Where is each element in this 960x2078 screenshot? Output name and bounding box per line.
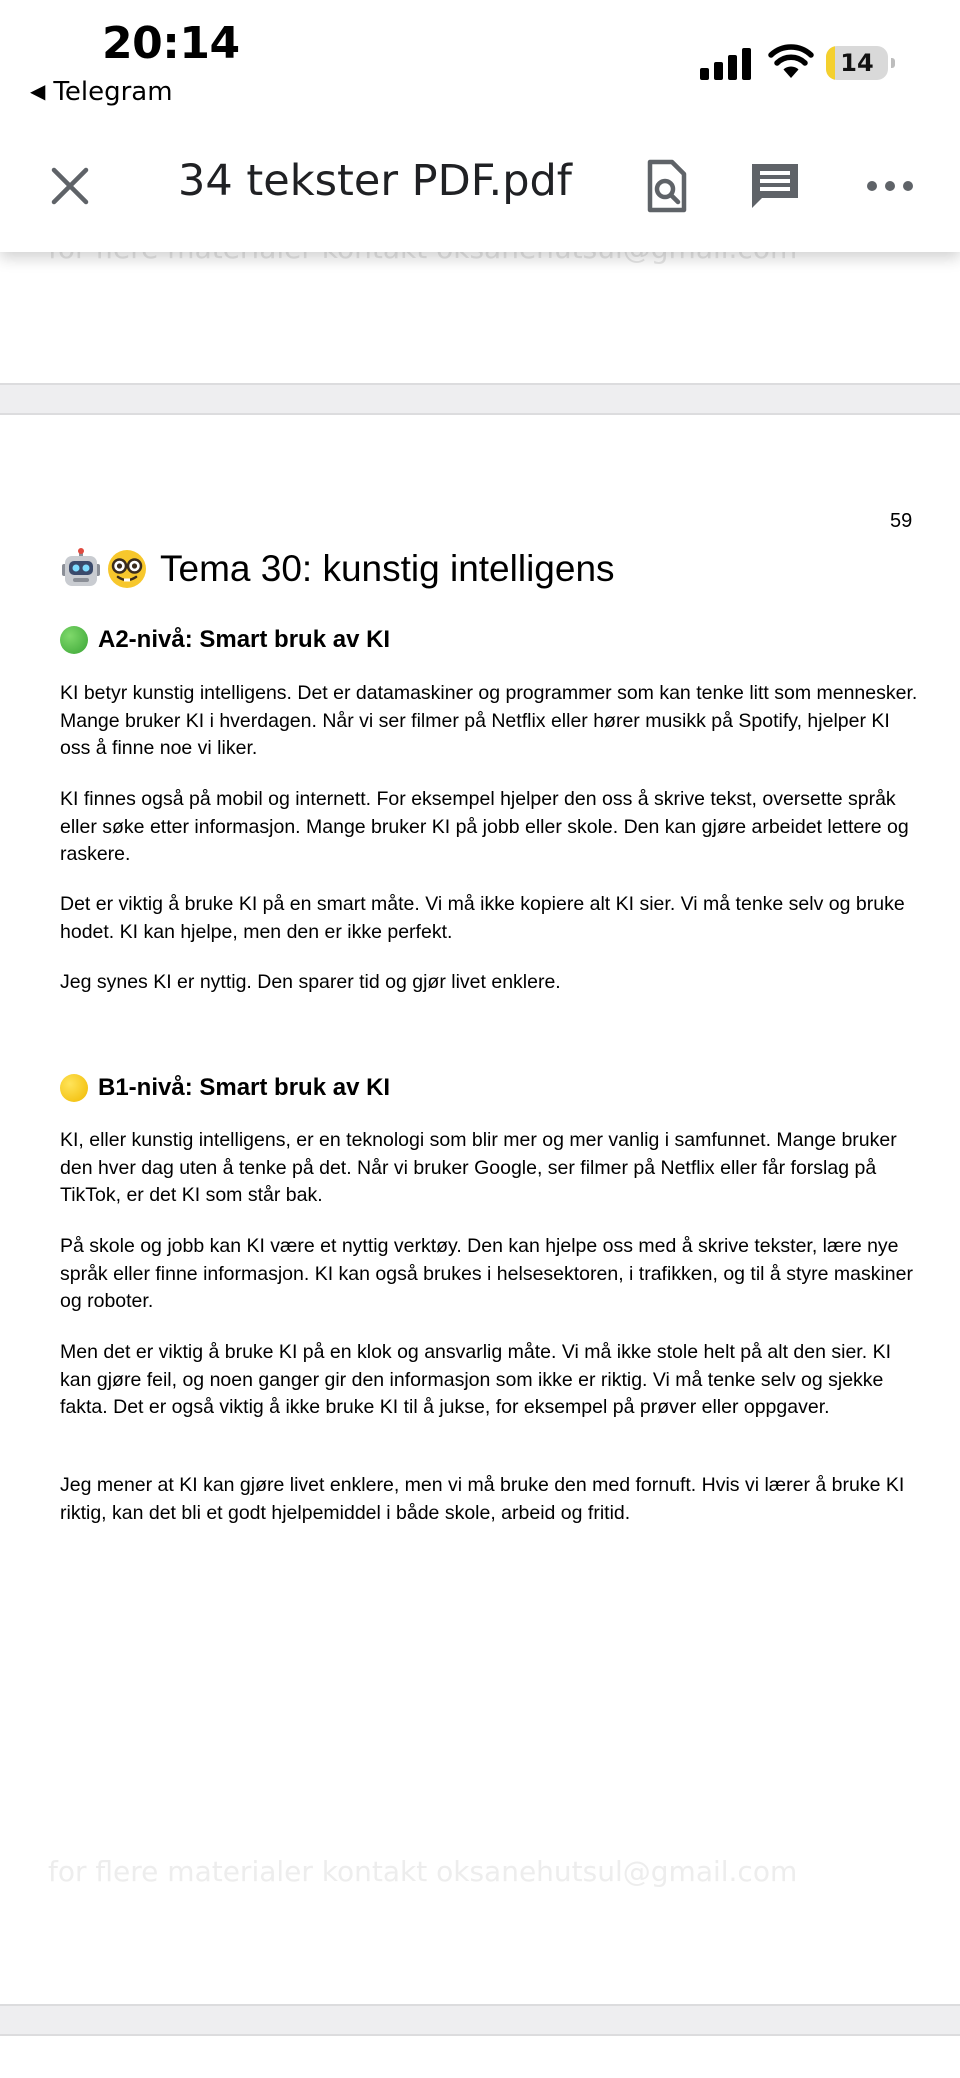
- section-title: A2-nivå: Smart bruk av KI: [98, 626, 391, 653]
- green-circle-icon: [60, 626, 88, 654]
- next-page-top: [0, 2036, 960, 2078]
- find-in-page-icon[interactable]: [638, 158, 694, 214]
- page-separator: [0, 2004, 960, 2036]
- paragraph: Jeg mener at KI kan gjøre livet enklere, men vi må bruke den med fornuft. Hvis vi lærer å bruke KI riktig, kan det bli et godt hjelpemiddel i både skole, arbeid og fritid.: [60, 1474, 905, 1524]
- paragraph: KI finnes også på mobil og internett. For eksempel hjelper den oss å skrive tekst, oversette språk eller søke etter informasjon. Mange bruker KI på jobb eller skole. Den kan gjøre arbeidet lettere og raskere.: [60, 788, 909, 865]
- battery-cap: [891, 58, 895, 68]
- page-number: 59: [890, 510, 913, 532]
- paragraph: KI betyr kunstig intelligens. Det er datamaskiner og programmer som kan tenke litt som mennesker. Mange bruker KI i hverdagen. Når vi ser filmer på Netflix eller hører musikk på Spotify, hjelper KI oss å finne noe vi liker.: [60, 682, 918, 759]
- more-horizontal-icon[interactable]: [862, 158, 918, 214]
- pdf-viewer-toolbar: [0, 120, 960, 252]
- back-to-telegram-link[interactable]: [30, 77, 173, 107]
- robot-emoji-icon: [60, 548, 102, 590]
- page-watermark: for flere materialer kontakt oksanehutsul@gmail.com: [48, 1855, 798, 1888]
- section-heading-a2: [60, 626, 390, 654]
- page-separator: [0, 383, 960, 415]
- section-heading-b1: [60, 1074, 390, 1102]
- wifi-icon: [768, 44, 814, 80]
- comment-icon[interactable]: [748, 158, 804, 214]
- battery-body: [826, 46, 888, 80]
- paragraph: Det er viktig å bruke KI på en smart måte. Vi må ikke kopiere alt KI sier. Vi må tenke selv og bruke hodet. KI kan hjelpe, men den er ikke perfekt.: [60, 893, 905, 943]
- nerd-face-emoji-icon: [106, 548, 148, 590]
- yellow-circle-icon: [60, 1074, 88, 1102]
- paragraph: På skole og jobb kan KI være et nyttig verktøy. Den kan hjelpe oss med å skrive tekster, lære nye språk eller finne informasjon. KI kan også brukes i helsesektoren, i trafikken, og til å styre maskiner og roboter.: [60, 1235, 913, 1312]
- battery-level-text: 14: [840, 49, 874, 77]
- close-icon[interactable]: [44, 160, 96, 212]
- document-heading-text: Tema 30: kunstig intelligens: [160, 548, 615, 589]
- back-arrow-icon: ◀: [30, 79, 46, 103]
- back-app-label: Telegram: [53, 77, 173, 107]
- paragraph: Jeg synes KI er nyttig. Den sparer tid og gjør livet enklere.: [60, 971, 561, 993]
- paragraph: Men det er viktig å bruke KI på en klok og ansvarlig måte. Vi må ikke stole helt på alt den sier. KI kan gjøre feil, og noen ganger gir den informasjon som ikke er riktig. Vi må tenke selv og sjekke fakta. Det er også viktig å ikke bruke KI til å jukse, for eksempel på prøver eller oppgaver.: [60, 1341, 891, 1418]
- paragraph: KI, eller kunstig intelligens, er en teknologi som blir mer og mer vanlig i samfunnet. Mange bruker den hver dag uten å tenke på det. Når vi bruker Google, ser filmer på Netflix eller får forslag på TikTok, er det KI som står bak.: [60, 1129, 897, 1206]
- battery-indicator: [826, 46, 898, 80]
- section-title: B1-nivå: Smart bruk av KI: [98, 1074, 391, 1101]
- status-time: 20:14: [102, 18, 240, 69]
- document-heading: [60, 548, 615, 590]
- cellular-signal-icon: [700, 48, 752, 80]
- document-title: 34 tekster PDF.pdf: [178, 156, 572, 206]
- status-bar: [0, 0, 960, 120]
